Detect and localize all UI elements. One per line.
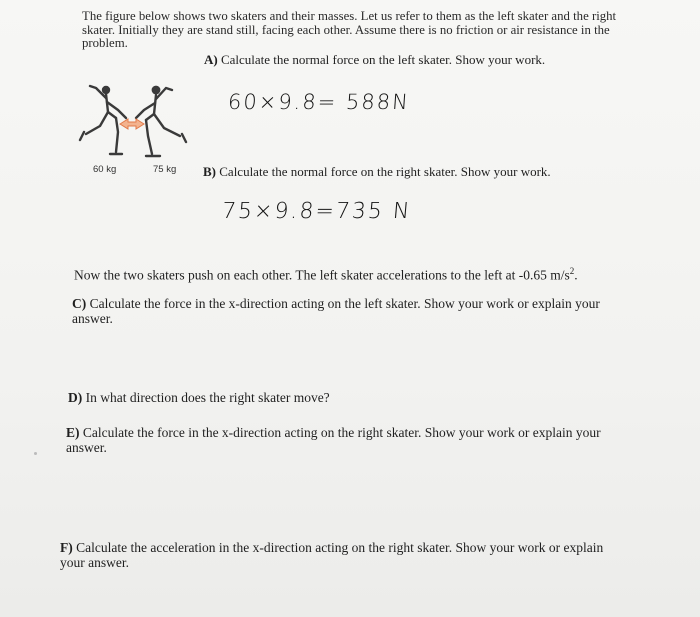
left-skater-icon bbox=[80, 86, 126, 154]
question-b-text: Calculate the normal force on the right skater. Show your work. bbox=[219, 164, 551, 179]
unit-exponent: 2 bbox=[569, 266, 575, 276]
push-statement-end: . bbox=[574, 267, 578, 283]
problem-intro: The figure below shows two skaters and their masses. Let us refer to them as the left skater and the right skater. Initially they are stand still, facing each other. Assume there is no friction or air resistance in the problem. bbox=[82, 9, 617, 50]
question-d-label: D) bbox=[68, 390, 83, 405]
question-f-text: Calculate the acceleration in the x-direction acting on the right skater. Show your work or explain your answer. bbox=[60, 540, 604, 570]
question-d-text: In what direction does the right skater move? bbox=[85, 390, 330, 405]
handwritten-answer-a: 60×9.8= 588N bbox=[227, 90, 411, 114]
right-skater-icon bbox=[136, 86, 186, 156]
question-e bbox=[66, 425, 626, 455]
question-d bbox=[68, 390, 330, 405]
question-e-label: E) bbox=[66, 425, 80, 440]
question-f-label: F) bbox=[60, 540, 73, 555]
question-b bbox=[203, 164, 551, 179]
question-e-text: Calculate the force in the x-direction acting on the right skater. Show your work or explain your answer. bbox=[66, 425, 601, 455]
question-c-label: C) bbox=[72, 296, 87, 311]
push-arrow-icon bbox=[120, 119, 144, 129]
right-skater-mass: 75 kg bbox=[153, 164, 177, 175]
push-statement-text: Now the two skaters push on each other. The left skater accelerations to the left at -0.65 m/s bbox=[74, 267, 570, 283]
question-c bbox=[72, 296, 612, 326]
question-a bbox=[204, 52, 545, 67]
handwritten-answer-b: 75×9.8=735 N bbox=[220, 199, 413, 224]
question-a-label: A) bbox=[204, 52, 218, 67]
stray-mark bbox=[34, 452, 37, 455]
question-c-text: Calculate the force in the x-direction acting on the left skater. Show your work or explain your answer. bbox=[72, 296, 600, 326]
question-b-label: B) bbox=[203, 164, 216, 179]
question-f bbox=[60, 540, 620, 570]
push-statement bbox=[74, 264, 654, 283]
left-skater-mass: 60 kg bbox=[93, 164, 117, 175]
skaters-figure bbox=[76, 80, 196, 164]
question-a-text: Calculate the normal force on the left skater. Show your work. bbox=[220, 52, 546, 67]
